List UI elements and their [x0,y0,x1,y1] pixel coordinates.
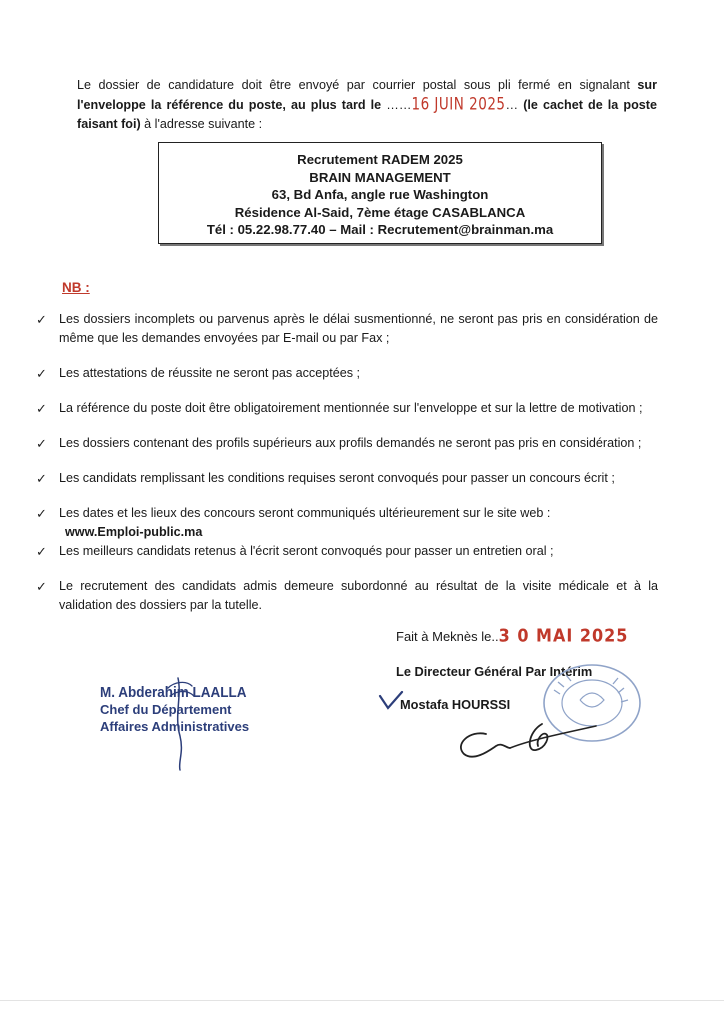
check-icon: ✓ [36,544,47,559]
intro-paragraph [77,76,657,134]
check-icon: ✓ [36,579,47,594]
place-date [396,626,628,645]
address-box [158,142,602,244]
department-signature-scrawl [160,676,200,772]
list-item-text: Les dossiers contenant des profils supérieurs aux profils demandés ne seront pas pris en considération ; [59,436,642,450]
address-line-1: Recrutement RADEM 2025 [297,152,463,167]
list-item-text: Les attestations de réussite ne seront pas acceptées ; [59,366,361,380]
signatory-title-2: Affaires Administratives [100,719,250,734]
signature-date-stamp: 3 0 MAI 2025 [498,625,629,646]
address-line-3: 63, Bd Anfa, angle rue Washington [271,187,489,203]
check-icon: ✓ [36,366,47,381]
list-item [36,577,658,615]
list-item [36,399,658,418]
check-icon: ✓ [36,401,47,416]
address-line-4: Résidence Al-Said, 7ème étage CASABLANCA [234,204,526,220]
nb-label: NB : [62,280,90,295]
director-signature [450,718,600,768]
list-item [36,434,658,453]
list-item [36,364,658,383]
notes-list [36,310,658,615]
address-line-5: Tél : 05.22.98.77.40 – Mail : Recrutement@brainman.ma [206,222,554,238]
deadline-date-stamp: 16 JUIN 2025 [411,93,506,115]
check-icon: ✓ [36,312,47,327]
list-item-text: Les meilleurs candidats retenus à l'écrit seront convoqués pour passer un entretien oral ; [59,544,554,558]
list-item [36,310,658,348]
check-icon: ✓ [36,471,47,486]
signatory-title-1: Chef du Département [100,702,232,717]
signatory-name: M. Abderahim LAALLA [100,684,247,701]
list-item-text: Le recrutement des candidats admis demeure subordonné au résultat de la visite médicale et à la validation des dossiers par la tutelle. [59,579,658,612]
intro-dots-after: … [505,98,524,112]
page-bottom-edge [0,1000,724,1001]
address-line-2: BRAIN MANAGEMENT [309,169,451,185]
intro-bold-2: (le cachet de la poste faisant foi) [77,98,658,131]
list-item-text: Les dossiers incomplets ou parvenus après le délai susmentionné, ne seront pas pris en considération de même que les demandes envoyées par E-mail ou par Fax ; [59,312,658,345]
list-item [36,542,658,561]
intro-dots-before: …… [381,98,412,112]
intro-text-1: Le dossier de candidature doit être envoyé par courrier postal sous pli fermé en signalant [77,78,638,92]
list-item-text: Les dates et les lieux des concours seront communiqués ultérieurement sur le site web : [59,506,551,520]
director-name: Mostafa HOURSSI [400,697,511,712]
intro-bold-1: sur l'enveloppe la référence du poste, au plus tard le [77,78,657,112]
director-title: Le Directeur Général Par Intérim [396,664,593,679]
list-item [36,469,658,488]
intro-text-2: à l'adresse suivante : [140,117,263,131]
list-item [36,504,658,542]
list-item-text: La référence du poste doit être obligatoirement mentionnée sur l'enveloppe et sur la lettre de motivation ; [59,401,643,415]
list-item-text: Les candidats remplissant les conditions requises seront convoqués pour passer un concours écrit ; [59,471,615,485]
website-link[interactable]: www.Emploi-public.ma [65,525,203,539]
place-prefix: Fait à Meknès le.. [396,629,499,644]
check-icon: ✓ [36,436,47,451]
check-icon: ✓ [36,506,47,521]
